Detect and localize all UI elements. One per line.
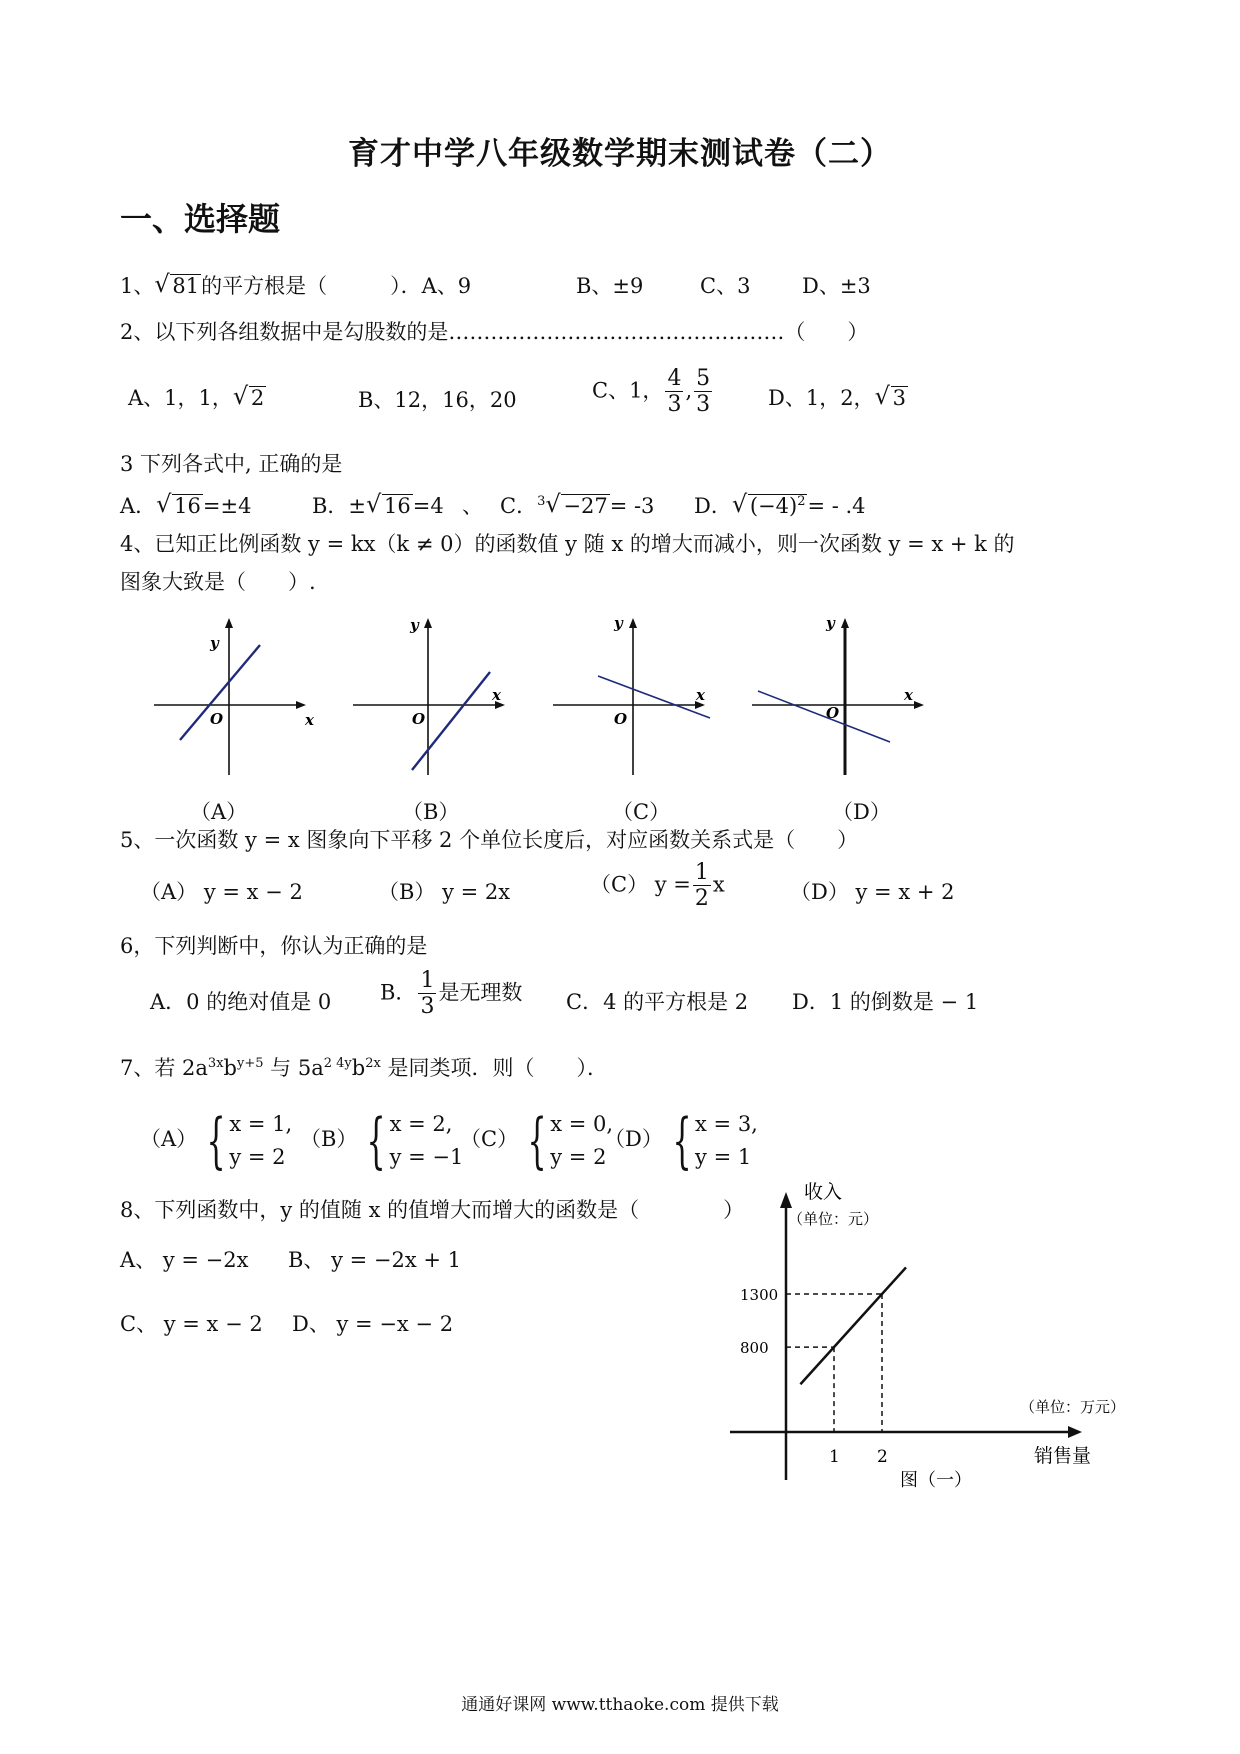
svg-text:y: y <box>410 616 419 634</box>
q6-option-a: A．0 的绝对值是 0 <box>150 990 332 1014</box>
q1-radical: √ 81 <box>154 274 201 298</box>
x-tick-label-1: 1 <box>829 1447 840 1467</box>
page-title: 育才中学八年级数学期末测试卷（二） <box>348 136 892 172</box>
q1-text: 的平方根是（ ）． <box>201 274 422 298</box>
svg-text:x: x <box>305 711 314 729</box>
svg-text:y: y <box>210 634 219 652</box>
y-tick-label-1: 800 <box>740 1339 769 1358</box>
x-tick-label-2: 2 <box>877 1447 888 1467</box>
x-axis-unit: （单位：万元） <box>1020 1398 1126 1416</box>
q7-option-b: （B） { x = 2, y = −1 <box>300 1105 464 1176</box>
svg-text:O: O <box>412 710 426 728</box>
graph-d-label: （D） <box>832 800 891 824</box>
q6-option-d: D．1 的倒数是 − 1 <box>792 990 979 1014</box>
q6-option-b: B． $\frac{1}{3}$ 是无理数 <box>380 968 523 1020</box>
svg-text:y: y <box>826 614 835 632</box>
q7-option-d: （D） { x = 3, y = 1 <box>604 1105 758 1176</box>
q8-option-a: A、 y = −2x <box>120 1248 249 1272</box>
x-axis-title: 销售量 <box>1034 1445 1092 1467</box>
q8-option-b: B、 y = −2x + 1 <box>288 1248 462 1272</box>
question-7: 7、若 $2a^{3x}b^{y+5}$ 与 $5a^{2 4y}b^{2x}$ 是同类项．则（ ）． <box>120 1056 609 1080</box>
q7-option-a: （A） { x = 1, y = 2 <box>140 1105 293 1176</box>
question-4-line1: 4、已知正比例函数 y = kx（k ≠ 0）的函数值 y 随 x 的增大而减小，则一次函数 y = x + k 的 <box>120 532 1015 556</box>
q5-option-d: （D） y = x + 2 <box>790 880 955 904</box>
q3-option-a: A．√ 16=±4 <box>120 490 251 520</box>
q1-prefix: 1、 <box>120 274 155 298</box>
question-4-line2: 图象大致是（ ）. <box>120 570 316 594</box>
question-1 <box>120 270 471 300</box>
graph-b <box>353 616 505 775</box>
graph-c-label: （C） <box>612 800 671 824</box>
y-axis-title: 收入 <box>804 1181 843 1203</box>
figure-1-sales-income-chart <box>720 1170 1150 1490</box>
q1-option-b: B、±9 <box>576 274 644 298</box>
graph-b-label: （B） <box>402 800 460 824</box>
q5-option-b: （B） y = 2x <box>378 880 511 904</box>
x-axis-arrow <box>1068 1426 1082 1438</box>
svg-text:x: x <box>492 686 501 704</box>
y-tick-label-2: 1300 <box>740 1286 779 1304</box>
svg-text:O: O <box>614 710 628 728</box>
q8-option-d: D、 y = −x − 2 <box>292 1312 454 1336</box>
q4-graphs <box>140 600 940 820</box>
question-6: 6，下列判断中，你认为正确的是 <box>120 934 428 958</box>
q5-option-a: （A） y = x − 2 <box>140 880 303 904</box>
q1-option-c: C、3 <box>700 274 751 298</box>
graph-a-label: （A） <box>190 800 248 824</box>
y-axis-unit: （单位：元） <box>788 1210 879 1228</box>
q1-option-d: D、±3 <box>802 274 871 298</box>
svg-text:O: O <box>210 710 224 728</box>
q1-option-a: A、9 <box>421 274 472 298</box>
question-8: 8、下列函数中，y 的值随 x 的值增大而增大的函数是（ ） <box>120 1198 745 1222</box>
q2-option-c: C、1， $\frac{4}{3}$ , $\frac{5}{3}$ <box>592 366 711 418</box>
svg-text:O: O <box>826 704 840 722</box>
graph-d <box>752 614 924 775</box>
q6-option-c: C．4 的平方根是 2 <box>566 990 749 1014</box>
figure-caption: 图（一） <box>900 1470 972 1490</box>
svg-text:x: x <box>696 686 705 704</box>
y-axis-arrow <box>780 1192 792 1208</box>
question-5: 5、一次函数 y = x 图象向下平移 2 个单位长度后，对应函数关系式是（ ） <box>120 828 859 852</box>
income-line <box>800 1267 906 1384</box>
q8-option-c: C、 y = x − 2 <box>120 1312 263 1336</box>
svg-text:y: y <box>614 614 623 632</box>
q2-option-a: A、1，1，√ 2 <box>128 382 266 412</box>
q7-option-c: （C） { x = 0, y = 2 <box>460 1105 614 1176</box>
q2-option-d: D、1，2，√ 3 <box>768 382 908 412</box>
q2-option-b: B、12，16，20 <box>358 388 517 412</box>
footer-credit: 通通好课网 www.tthaoke.com 提供下载 <box>461 1695 779 1715</box>
q3-option-d: D．√ $(-4)^2= - .4$ <box>694 490 866 520</box>
q3-option-b: B．±√ 16=4 <box>312 490 444 520</box>
question-2: 2、以下列各组数据中是勾股数的是…………………………………………（ ） <box>120 320 869 344</box>
svg-text:x: x <box>904 686 913 704</box>
q3-separator: 、 <box>462 494 483 518</box>
q3-option-c: C．$^3$√ −27= -3 <box>500 490 654 520</box>
q5-option-c: （C） y = $\frac{1}{2}$ x <box>590 860 725 912</box>
question-3: 3 下列各式中, 正确的是 <box>120 452 343 476</box>
graph-a <box>154 618 315 775</box>
section-heading: 一、选择题 <box>120 200 281 238</box>
graph-c <box>553 614 710 775</box>
